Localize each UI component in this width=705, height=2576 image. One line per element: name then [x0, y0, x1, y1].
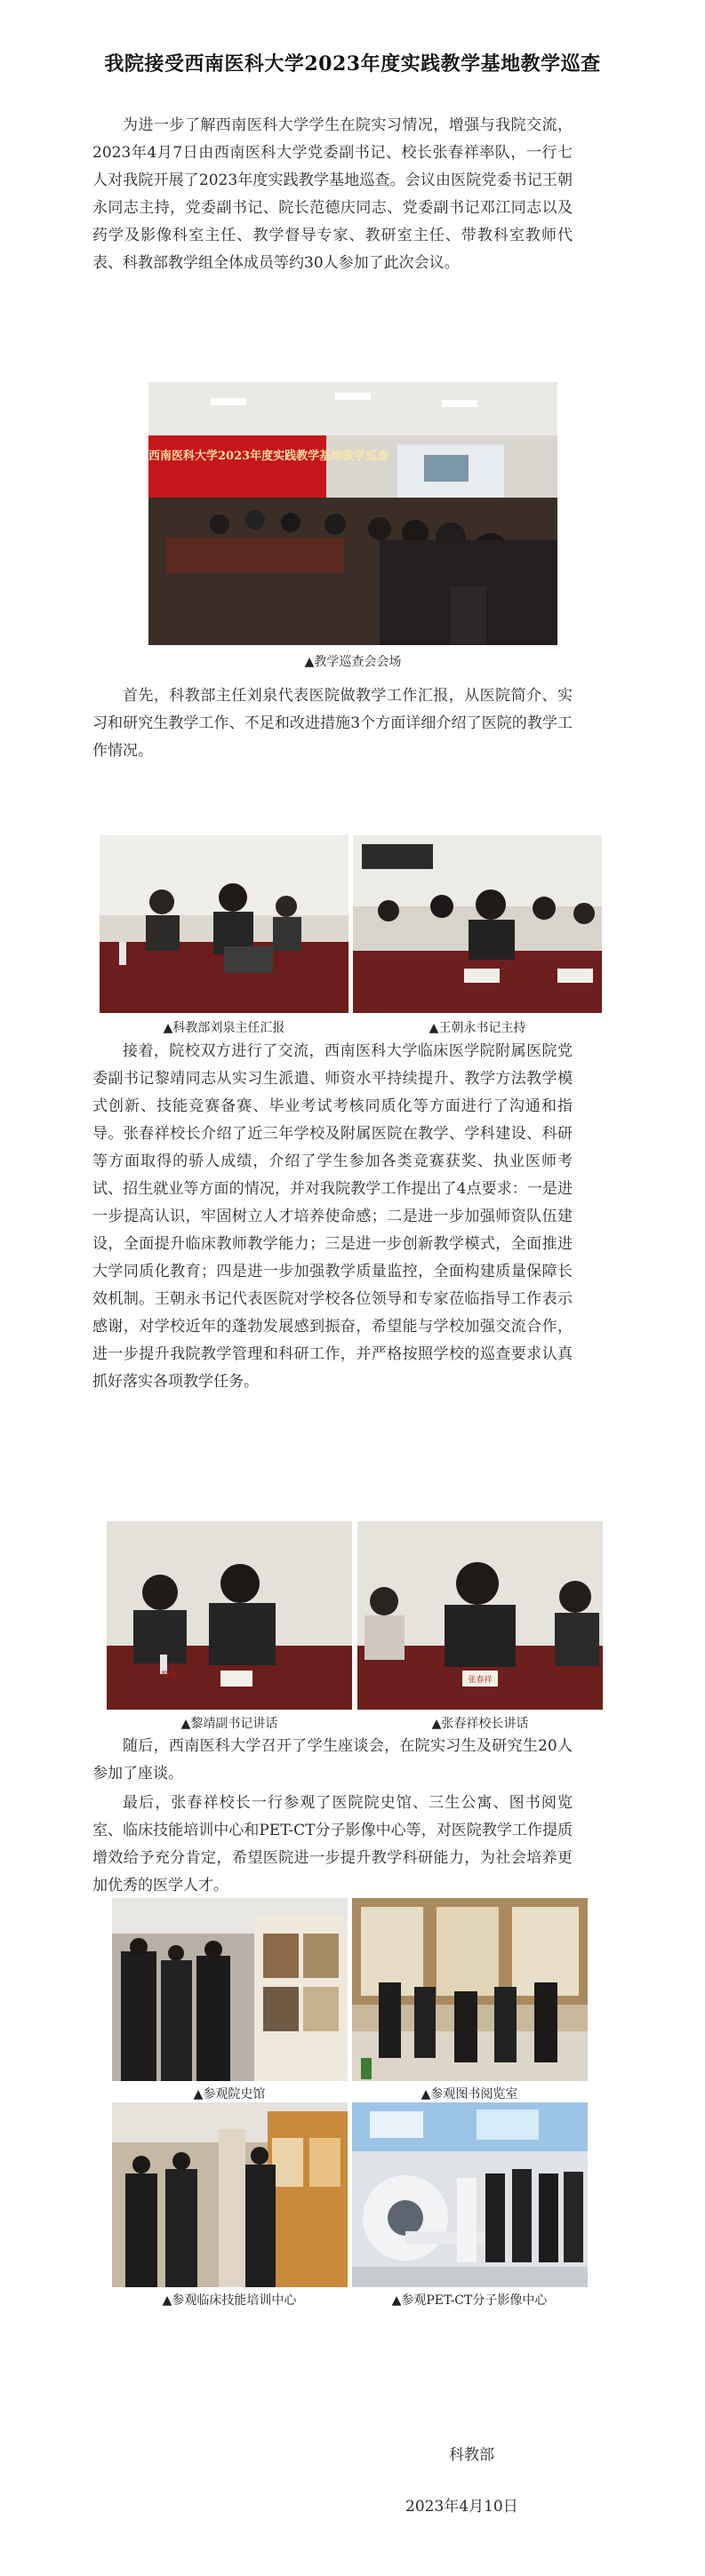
paragraph-exchange: 接着，院校双方进行了交流，西南医科大学临床医学院附属医院党委副书记黎靖同志从实习生派遣、师资水平持续提升、教学方法教学模式创新、技能竞赛备赛、毕业考试考核同质化等方面进行了沟通和指导。张春祥校长介绍了近三年学校及附属医院在教学、学科建设、科研等方面取得的骄人成绩，介绍了学生参加各类竞赛获奖、执业医师考试、招生就业等方面的情况，并对我院教学工作提出了4点要求：一是进一步提高认识，牢固树立人才培养使命感；二是进一步加强师资队伍建设，全面提升临床教师教学能力；三是进一步创新教学模式，全面推进大学同质化教育；四是进一步加强教学质量监控，全面构建质量保障长效机制。王朝永书记代表医院对学校各位领导和专家莅临指导工作表示感谢，对学校近年的蓬勃发展感到振奋，希望能与学校加强交流合作，进一步提升我院教学管理和科研工作，并严格按照学校的巡查要求认真抓好落实各项教学任务。 [92, 1042, 573, 1391]
caption-liu-quan: ▲科教部刘泉主任汇报 [163, 1021, 285, 1035]
caption-wang-chaoyong: ▲王朝永书记主持 [429, 1021, 526, 1035]
caption-library: ▲参观图书阅览室 [421, 2087, 518, 2101]
nameplate-li-jing: 黎靖 [160, 1671, 177, 1680]
meeting-banner-text: 西南医科大学2023年度实践教学基地教学巡查 [148, 450, 389, 463]
skills-center-photo [112, 2102, 348, 2287]
footer-date: 2023年4月10日 [405, 2498, 518, 2516]
article-title: 我院接受西南医科大学2023年度实践教学基地教学巡查 [104, 52, 601, 76]
zhang-chunxiang-photo [357, 1521, 603, 1710]
paragraph-report: 首先，科教部主任刘泉代表医院做教学工作汇报，从医院简介、实习和研究生教学工作、不足和改进措施3个方面详细介绍了医院的教学工作情况。 [92, 687, 573, 760]
caption-skills-center: ▲参观临床技能培训中心 [162, 2293, 297, 2308]
meeting-hall-photo [148, 382, 557, 645]
caption-zhang-chunxiang: ▲张春祥校长讲话 [431, 1717, 529, 1731]
wang-chaoyong-photo [353, 835, 602, 1013]
nameplate-zhang-chunxiang: 张春祥 [468, 1676, 493, 1685]
footer-department: 科教部 [449, 2446, 494, 2464]
paragraph-intro: 为进一步了解西南医科大学学生在院实习情况，增强与我院交流，2023年4月7日由西南医科大学党委副书记、校长张春祥率队，一行七人对我院开展了2023年度实践教学基地巡查。会议由医院党委书记王朝永同志主持，党委副书记、院长范德庆同志、党委副书记邓江同志以及药学及影像科室主任、教学督导专家、教研室主任、带教科室教师代表、科教部教学组全体成员等约30人参加了此次会议。 [92, 116, 573, 272]
paragraph-visit: 最后，张春祥校长一行参观了医院院史馆、三生公寓、图书阅览室、临床技能培训中心和PET-CT分子影像中心等，对医院教学工作提质增效给予充分肯定，希望医院进一步提升教学科研能力，为社会培养更加优秀的医学人才。 [92, 1794, 573, 1894]
caption-li-jing: ▲黎靖副书记讲话 [180, 1717, 278, 1731]
pet-ct-photo [352, 2102, 588, 2287]
caption-meeting-hall: ▲教学巡查会会场 [304, 655, 402, 669]
paragraph-symposium: 随后，西南医科大学召开了学生座谈会，在院实习生及研究生20人参加了座谈。 [92, 1737, 573, 1782]
caption-history-hall: ▲参观院史馆 [193, 2087, 266, 2101]
caption-pet-ct: ▲参观PET-CT分子影像中心 [391, 2293, 548, 2308]
liu-quan-photo [100, 835, 348, 1013]
li-jing-photo [107, 1521, 352, 1710]
history-hall-photo [112, 1898, 348, 2081]
library-photo [352, 1898, 588, 2081]
